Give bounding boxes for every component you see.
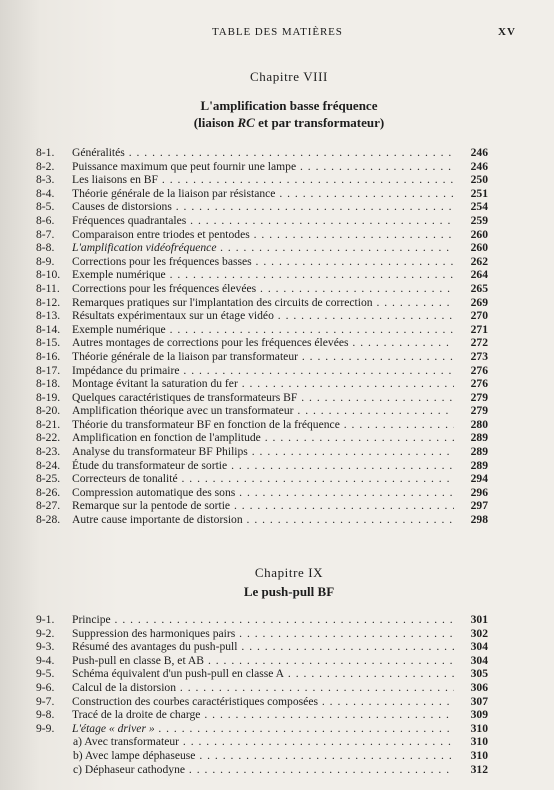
toc-entry-page: 289 xyxy=(456,459,488,473)
toc-entry-number: 8-17. xyxy=(36,363,61,377)
toc-entry-number: 8-6. xyxy=(36,213,55,227)
toc-entry xyxy=(36,323,488,337)
toc-entry xyxy=(36,160,488,174)
toc-entry-number: 8-22. xyxy=(36,431,61,445)
chapter-8-title xyxy=(0,97,554,131)
toc-entry xyxy=(36,255,488,269)
toc-entry-number: 8-5. xyxy=(36,200,55,214)
toc-entry xyxy=(36,309,488,323)
toc-entry xyxy=(36,364,488,378)
toc-entry-page: 254 xyxy=(456,200,488,214)
toc-entry xyxy=(36,513,488,527)
toc-entry-number: 9-7. xyxy=(36,694,55,708)
header-page-number: XV xyxy=(498,26,516,38)
toc-entry xyxy=(36,296,488,310)
chapter-9-contents xyxy=(36,613,488,776)
toc-entry-page: 280 xyxy=(456,418,488,432)
toc-entry-text: a) Avec transformateur . . . xyxy=(73,735,454,749)
toc-entry-text: Suppression des harmoniques pairs . . . xyxy=(72,627,454,641)
toc-entry-page: 251 xyxy=(456,187,488,201)
toc-entry-text: Amplification théorique avec un transformateur . . . xyxy=(72,404,454,418)
toc-entry xyxy=(36,472,488,486)
toc-entry xyxy=(36,445,488,459)
toc-entry-page: 294 xyxy=(456,472,488,486)
toc-entry-page: 301 xyxy=(456,613,488,627)
toc-entry-text: Schéma équivalent d'un push-pull en classe A . . . xyxy=(72,667,454,681)
toc-entry-number: 8-2. xyxy=(36,159,55,173)
toc-entry-text: Compression automatique des sons . . . xyxy=(72,486,454,500)
toc-entry xyxy=(36,708,488,722)
chapter-9-label: Chapitre IX xyxy=(254,565,324,580)
toc-entry-page: 273 xyxy=(456,350,488,364)
toc-entry-number: 8-1. xyxy=(36,146,55,159)
toc-entry-text: Autres montages de corrections pour les fréquences élevées . . . xyxy=(72,336,454,350)
toc-entry-page: 279 xyxy=(456,404,488,418)
toc-entry-text: Étude du transformateur de sortie . . . xyxy=(72,459,454,473)
toc-entry xyxy=(36,404,488,418)
toc-entry-page: 297 xyxy=(456,499,488,513)
toc-entry-page: 296 xyxy=(456,486,488,500)
toc-entry-number: 8-19. xyxy=(36,390,61,404)
toc-entry xyxy=(36,418,488,432)
toc-entry-text: Causes de distorsions . . . xyxy=(72,200,454,214)
toc-entry-text: Autre cause importante de distorsion . . . xyxy=(72,513,454,527)
toc-entry xyxy=(36,187,488,201)
toc-entry-number: 9-6. xyxy=(36,680,55,694)
toc-entry-number: 9-5. xyxy=(36,667,55,681)
toc-entry-page: 306 xyxy=(456,681,488,695)
toc-entry-text: b) Avec lampe déphaseuse . . . xyxy=(73,749,454,763)
toc-entry-text: Tracé de la droite de charge . . . xyxy=(72,708,454,722)
toc-entry-number: 8-20. xyxy=(36,404,61,418)
toc-entry xyxy=(36,200,488,214)
toc-entry-text: Résumé des avantages du push-pull . . . xyxy=(72,640,454,654)
toc-entry-page: 310 xyxy=(456,722,488,736)
toc-entry-text: Corrections pour les fréquences basses . . . xyxy=(72,255,454,269)
toc-entry-number: 8-21. xyxy=(36,417,61,431)
toc-entry-number: 8-11. xyxy=(36,281,60,295)
toc-entry-number: 9-4. xyxy=(36,653,55,667)
chapter-9-title: Le push-pull BF xyxy=(243,584,335,599)
toc-entry xyxy=(36,722,488,736)
toc-entry-page: 271 xyxy=(456,323,488,337)
toc-entry-number: 8-24. xyxy=(36,458,61,472)
toc-entry-text: Construction des courbes caractéristiques composées . . . xyxy=(72,695,454,709)
toc-entry xyxy=(36,241,488,255)
toc-entry-text: L'amplification vidéofréquence . . . xyxy=(72,241,454,255)
header-title: TABLE DES MATIÈRES xyxy=(212,26,343,38)
toc-entry-page: 310 xyxy=(456,749,488,763)
toc-entry-number: 8-9. xyxy=(36,254,55,268)
toc-entry xyxy=(36,350,488,364)
toc-entry xyxy=(36,214,488,228)
toc-entry-page: 309 xyxy=(456,708,488,722)
toc-entry-number: 8-15. xyxy=(36,336,61,350)
title-part: (liaison xyxy=(193,115,238,130)
toc-entry-text: Fréquences quadrantales . . . xyxy=(72,214,454,228)
toc-entry xyxy=(36,667,488,681)
toc-entry xyxy=(36,613,488,627)
toc-entry xyxy=(36,735,488,749)
chapter-8-title-line2 xyxy=(24,114,554,131)
toc-entry-text: Principe . . . xyxy=(72,613,454,627)
toc-entry xyxy=(36,681,488,695)
toc-entry-text: Les liaisons en BF . . . xyxy=(72,173,454,187)
toc-entry-number: 9-2. xyxy=(36,626,55,640)
toc-entry-page: 259 xyxy=(456,214,488,228)
toc-entry-text: Remarques pratiques sur l'implantation des circuits de correction . . . xyxy=(72,296,454,310)
toc-entry-page: 307 xyxy=(456,695,488,709)
toc-entry-number: 9-8. xyxy=(36,708,55,722)
toc-entry-page: 269 xyxy=(456,296,488,310)
toc-entry-page: 246 xyxy=(456,160,488,174)
toc-entry xyxy=(36,228,488,242)
toc-entry-page: 279 xyxy=(456,391,488,405)
toc-entry-page: 276 xyxy=(456,364,488,378)
toc-entry-text: L'étage « driver » . . . xyxy=(72,722,454,736)
toc-entry-number: 8-12. xyxy=(36,295,61,309)
running-header xyxy=(0,26,554,42)
toc-entry xyxy=(36,627,488,641)
toc-entry-page: 262 xyxy=(456,255,488,269)
toc-entry-page: 304 xyxy=(456,654,488,668)
toc-entry xyxy=(36,146,488,160)
toc-entry-text: Impédance du primaire . . . xyxy=(72,364,454,378)
toc-entry-text: Résultats expérimentaux sur un étage vidéo . . . xyxy=(72,309,454,323)
toc-entry-text: Push-pull en classe B, et AB . . . xyxy=(72,654,454,668)
toc-entry-page: 265 xyxy=(456,282,488,296)
toc-entry-page: 289 xyxy=(456,445,488,459)
toc-entry-page: 260 xyxy=(456,241,488,255)
toc-entry-text: Quelques caractéristiques de transformateurs BF . . . xyxy=(72,391,454,405)
chapter-8-title-line1: L'amplification basse fréquence xyxy=(200,98,378,113)
toc-entry-page: 246 xyxy=(456,146,488,160)
toc-entry-number: 8-16. xyxy=(36,349,61,363)
toc-entry xyxy=(36,499,488,513)
toc-entry-page: 260 xyxy=(456,228,488,242)
toc-entry-number: 8-25. xyxy=(36,472,61,486)
toc-entry-text: Montage évitant la saturation du fer . . . xyxy=(72,377,454,391)
toc-entry-page: 289 xyxy=(456,431,488,445)
toc-entry-text: Correcteurs de tonalité . . . xyxy=(72,472,454,486)
toc-entry-page: 276 xyxy=(456,377,488,391)
toc-entry-text: Comparaison entre triodes et pentodes . . . xyxy=(72,228,454,242)
toc-entry-text: Remarque sur la pentode de sortie . . . xyxy=(72,499,454,513)
toc-entry xyxy=(36,431,488,445)
toc-entry-text: Calcul de la distorsion . . . xyxy=(72,681,454,695)
toc-entry-text: Exemple numérique . . . xyxy=(72,323,454,337)
toc-entry-text: Corrections pour les fréquences élevées . . . xyxy=(72,282,454,296)
toc-entry xyxy=(36,763,488,777)
toc-entry-text: Analyse du transformateur BF Philips . . . xyxy=(72,445,454,459)
toc-entry-number: 8-28. xyxy=(36,513,61,527)
toc-entry-page: 270 xyxy=(456,309,488,323)
title-part: et par transformateur) xyxy=(254,115,385,130)
toc-entry-number: 8-10. xyxy=(36,268,61,282)
toc-entry xyxy=(36,282,488,296)
toc-entry xyxy=(36,486,488,500)
toc-entry-page: 272 xyxy=(456,336,488,350)
toc-entry xyxy=(36,377,488,391)
toc-entry xyxy=(36,459,488,473)
toc-entry xyxy=(36,749,488,763)
toc-entry-page: 312 xyxy=(456,763,488,777)
toc-entry-text: Amplification en fonction de l'amplitude . . . xyxy=(72,431,454,445)
toc-entry-number: 8-4. xyxy=(36,186,55,200)
toc-entry xyxy=(36,654,488,668)
toc-entry-number: 8-26. xyxy=(36,485,61,499)
title-part-italic: RC xyxy=(237,115,255,130)
toc-entry-text: Théorie générale de la liaison par résistance . . . xyxy=(72,187,454,201)
toc-entry-page: 250 xyxy=(456,173,488,187)
toc-entry-page: 264 xyxy=(456,268,488,282)
toc-entry-text: Exemple numérique . . . xyxy=(72,268,454,282)
toc-entry-page: 305 xyxy=(456,667,488,681)
toc-entry-number: 8-7. xyxy=(36,227,55,241)
toc-entry-number: 9-3. xyxy=(36,640,55,654)
chapter-8-label: Chapitre VIII xyxy=(250,69,328,84)
toc-entry xyxy=(36,268,488,282)
toc-entry-number: 9-1. xyxy=(36,613,55,626)
toc-entry-number: 9-9. xyxy=(36,721,55,735)
toc-entry-number: 8-23. xyxy=(36,445,61,459)
toc-entry-text: Théorie générale de la liaison par transformateur . . . xyxy=(72,350,454,364)
toc-entry xyxy=(36,336,488,350)
toc-entry-number: 8-27. xyxy=(36,499,61,513)
toc-entry-text: c) Déphaseur cathodyne . . . xyxy=(73,763,454,777)
toc-entry xyxy=(36,695,488,709)
toc-entry-number: 8-3. xyxy=(36,173,55,187)
toc-entry-text: Généralités . . . xyxy=(72,146,454,160)
toc-entry-page: 298 xyxy=(456,513,488,527)
toc-entry-page: 302 xyxy=(456,627,488,641)
toc-entry xyxy=(36,640,488,654)
toc-entry-number: 8-8. xyxy=(36,241,55,255)
toc-entry xyxy=(36,391,488,405)
toc-entry-text: Théorie du transformateur BF en fonction de la fréquence . . . xyxy=(72,418,454,432)
toc-entry-number: 8-13. xyxy=(36,309,61,323)
toc-entry-page: 304 xyxy=(456,640,488,654)
toc-entry-number: 8-18. xyxy=(36,377,61,391)
chapter-8-contents xyxy=(36,146,488,527)
toc-entry xyxy=(36,173,488,187)
toc-entry-text: Puissance maximum que peut fournir une lampe . . . xyxy=(72,160,454,174)
toc-entry-number: 8-14. xyxy=(36,322,61,336)
toc-entry-page: 310 xyxy=(456,735,488,749)
